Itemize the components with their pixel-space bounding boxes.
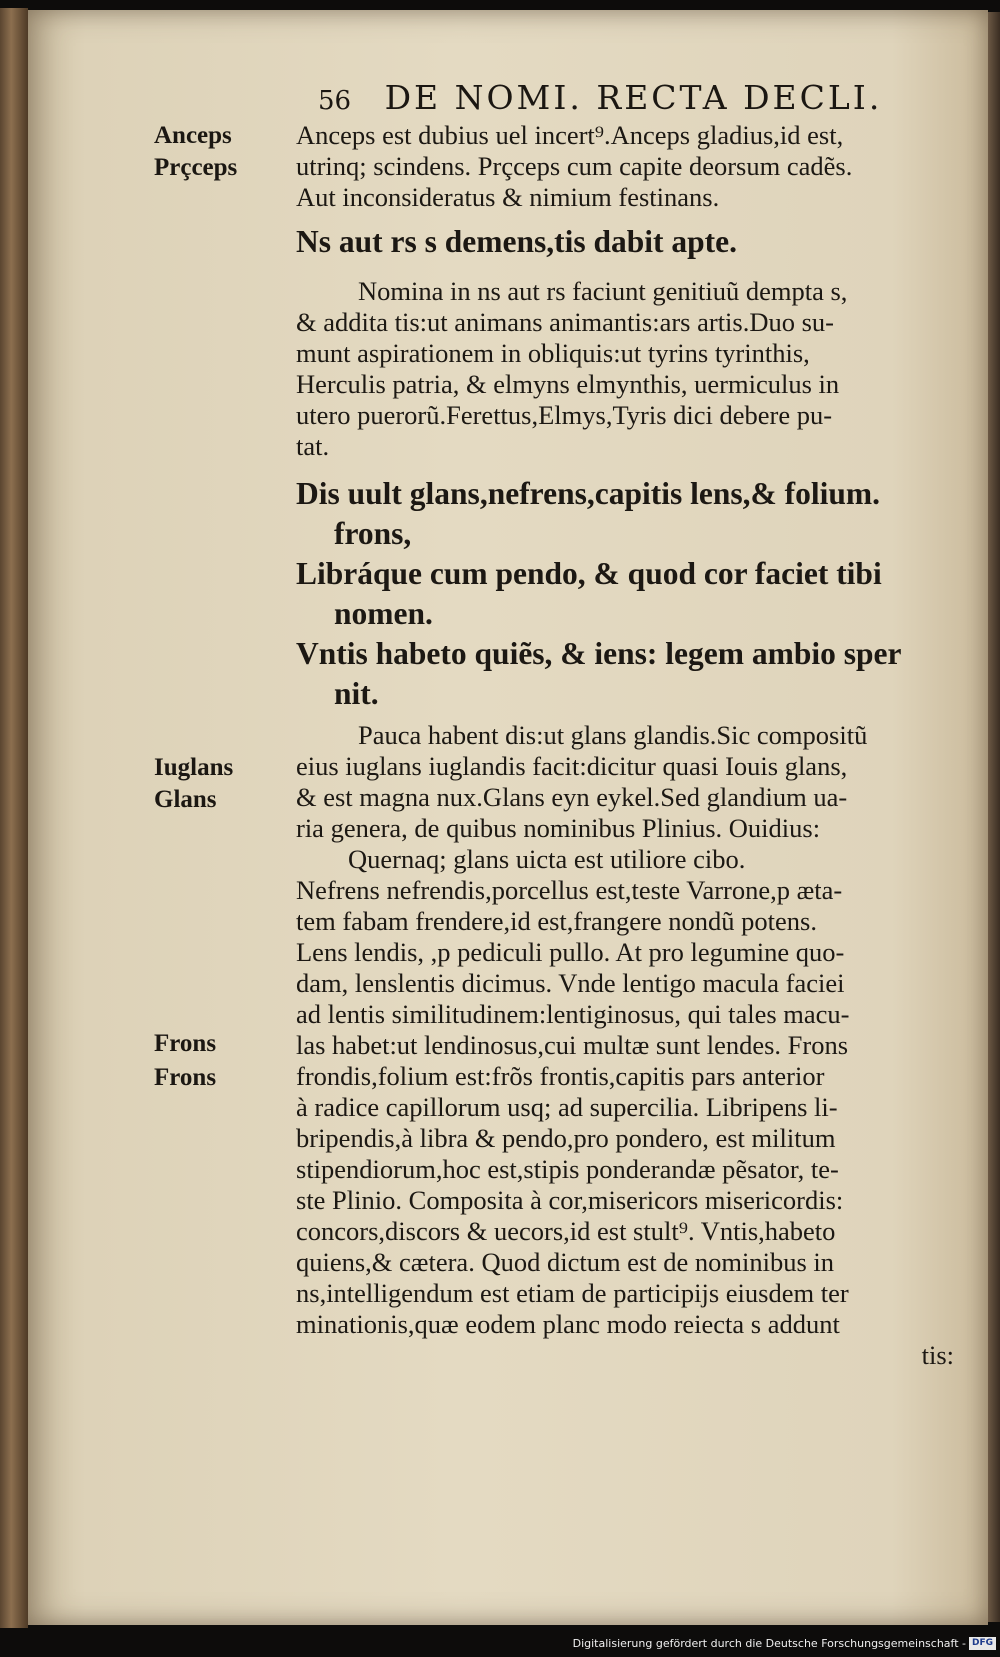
footer-credit: Digitalisierung gefördert durch die Deutsche Forschungsgemeinschaft - bbox=[572, 1637, 966, 1650]
margin-note-frons-1: Frons bbox=[154, 1030, 217, 1057]
paragraph-anceps bbox=[296, 120, 974, 213]
text-line: eius iuglans iuglandis facit:dicitur quasi Iouis glans, bbox=[296, 751, 848, 781]
text-line: & est magna nux.Glans eyn eykel.Sed glandium ua- bbox=[296, 782, 848, 812]
verse-line: frons, bbox=[334, 516, 412, 551]
verse-line: Dis uult glans,nefrens,capitis lens,& folium. bbox=[296, 476, 880, 511]
text-line: Nefrens nefrendis,porcellus est,teste Varrone,p æta- bbox=[296, 875, 843, 905]
verse-line: nit. bbox=[334, 676, 379, 711]
text-line: concors,discors & uecors,id est stult⁹. Vntis,habeto bbox=[296, 1216, 836, 1246]
margin-note-preceps: Prçceps bbox=[154, 154, 238, 181]
text-line: frondis,folium est:frõs frontis,capitis pars anterior bbox=[296, 1061, 825, 1091]
book-cover-edge bbox=[0, 8, 28, 1628]
text-line: bripendis,à libra & pendo,pro pondero, est militum bbox=[296, 1123, 836, 1153]
text-line: stipendiorum,hoc est,stipis ponderandæ pẽsator, te- bbox=[296, 1154, 839, 1184]
verse-line: Ns aut rs s demens,tis dabit apte. bbox=[296, 224, 738, 259]
margin-note-anceps: Anceps bbox=[154, 122, 232, 149]
verse-line: nomen. bbox=[334, 596, 433, 631]
text-line: & addita tis:ut animans animantis:ars artis.Duo su- bbox=[296, 307, 835, 337]
text-line: dam, lenslentis dicimus. Vnde lentigo macula faciei bbox=[296, 968, 845, 998]
text-line: tis: bbox=[921, 1340, 954, 1370]
text-line: quiens,& cætera. Quod dictum est de nominibus in bbox=[296, 1247, 835, 1277]
text-line: tem fabam frendere,id est,frangere nondũ potens. bbox=[296, 906, 817, 936]
text-line: ria genera, de quibus nominibus Plinius. Ouidius: bbox=[296, 813, 821, 843]
page-edge bbox=[988, 12, 1000, 1622]
page-number: 56 bbox=[318, 86, 352, 116]
text-line: las habet:ut lendinosus,cui multæ sunt lendes. Frons bbox=[296, 1030, 849, 1060]
verse-line: Vntis habeto quiẽs, & iens: legem ambio sper bbox=[296, 636, 902, 671]
text-line: ns,intelligendum est etiam de participijs eiusdem ter bbox=[296, 1278, 849, 1308]
text-line: ad lentis similitudinem:lentiginosus, qui tales macu- bbox=[296, 999, 850, 1029]
margin-note-iuglans: Iuglans bbox=[154, 754, 234, 781]
verse-rule-1 bbox=[296, 222, 974, 262]
text-line: minationis,quæ eodem planc modo reiecta s addunt bbox=[296, 1309, 840, 1339]
text-line: Lens lendis, ,p pediculi pullo. At pro legumine quo- bbox=[296, 937, 845, 967]
text-line: Pauca habent dis:ut glans glandis.Sic compositũ bbox=[358, 720, 868, 750]
text-line: à radice capillorum usq; ad supercilia. Libripens li- bbox=[296, 1092, 838, 1122]
text-line: munt aspirationem in obliquis:ut tyrins tyrinthis, bbox=[296, 338, 810, 368]
verse-line: Libráque cum pendo, & quod cor faciet tibi bbox=[296, 556, 882, 591]
text-line: Nomina in ns aut rs faciunt genitiuũ dempta s, bbox=[358, 276, 848, 306]
running-header bbox=[318, 78, 958, 117]
quotation-line: Quernaq; glans uicta est utiliore cibo. bbox=[348, 844, 746, 874]
paragraph-nomina bbox=[296, 276, 974, 462]
margin-note-frons-2: Frons bbox=[154, 1064, 217, 1091]
text-line: Herculis patria, & elmyns elmynthis, uermiculus in bbox=[296, 369, 840, 399]
margin-note-glans: Glans bbox=[154, 786, 217, 813]
text-line: Aut inconsideratus & nimium festinans. bbox=[296, 182, 720, 212]
running-title: DE NOMI. RECTA DECLI. bbox=[384, 78, 883, 117]
verse-rule-2 bbox=[296, 474, 974, 714]
text-line: utero puerorũ.Ferettus,Elmys,Tyris dici debere pu- bbox=[296, 400, 833, 430]
text-line: Anceps est dubius uel incert⁹.Anceps gladius,id est, bbox=[296, 120, 844, 150]
paragraph-pauca bbox=[296, 720, 974, 1371]
text-line: tat. bbox=[296, 431, 330, 461]
text-line: utrinq; scindens. Prçceps cum capite deorsum cadẽs. bbox=[296, 151, 853, 181]
text-line: ste Plinio. Composita à cor,misericors misericordis: bbox=[296, 1185, 844, 1215]
dfg-logo-icon: DFG bbox=[969, 1637, 996, 1650]
